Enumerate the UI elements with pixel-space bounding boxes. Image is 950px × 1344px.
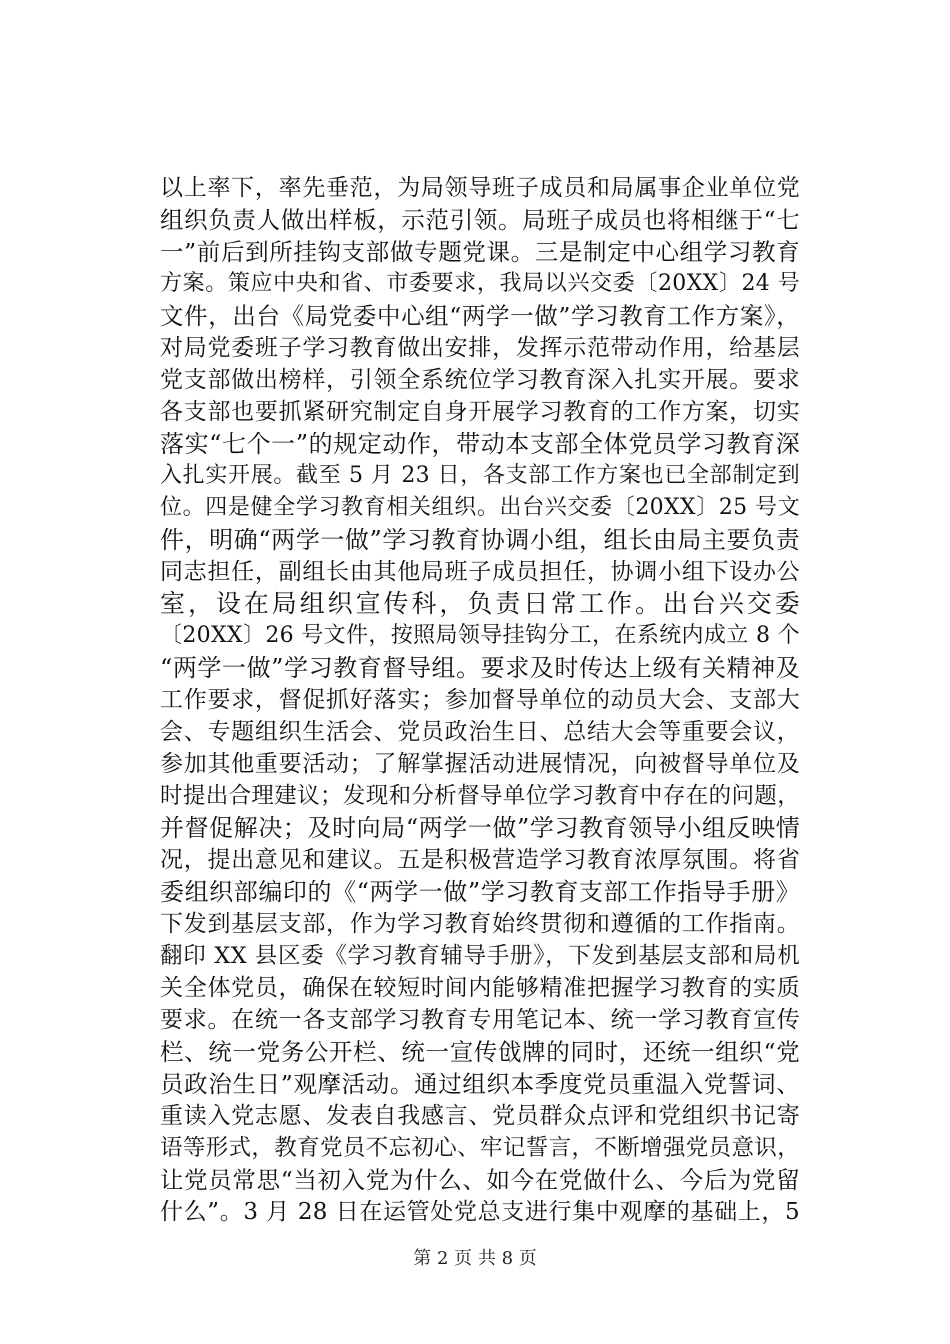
text-line: 位。四是健全学习教育相关组织。出台兴交委〔20XX〕25 号文 bbox=[160, 495, 800, 520]
text-line: 况，提出意见和建议。五是积极营造学习教育浓厚氛围。将省 bbox=[160, 847, 800, 873]
page-footer: 第 2 页 共 8 页 bbox=[413, 1248, 537, 1269]
text-line: 参加其他重要活动；了解掌握活动进展情况，向被督导单位及 bbox=[160, 751, 800, 777]
text-line: 栏、统一党务公开栏、统一宣传戗牌的同时，还统一组织“党 bbox=[160, 1038, 800, 1066]
text-line: 下发到基层支部，作为学习教育始终贯彻和遵循的工作指南。 bbox=[160, 911, 800, 937]
text-line: 落实“七个一”的规定动作，带动本支部全体党员学习教育深 bbox=[160, 430, 800, 458]
text-line: 以上率下，率先垂范，为局领导班子成员和局属事企业单位党 bbox=[160, 175, 800, 201]
text-line: 入扎实开展。截至 5 月 23 日，各支部工作方案也已全部制定到 bbox=[160, 463, 800, 488]
text-line: 工作要求，督促抓好落实；参加督导单位的动员大会、支部大 bbox=[160, 687, 800, 713]
text-line: “两学一做”学习教育督导组。要求及时传达上级有关精神及 bbox=[160, 654, 800, 682]
text-line: 翻印 XX 县区委《学习教育辅导手册》，下发到基层支部和局机 bbox=[160, 943, 800, 969]
text-line: 〔20XX〕26 号文件，按照局领导挂钩分工，在系统内成立 8 个 bbox=[160, 623, 800, 648]
text-line: 方案。策应中央和省、市委要求，我局以兴交委〔20XX〕24 号 bbox=[160, 271, 800, 296]
text-line: 员政治生日”观摩活动。通过组织本季度党员重温入党誓词、 bbox=[160, 1070, 800, 1098]
text-line: 关全体党员，确保在较短时间内能够精准把握学习教育的实质 bbox=[160, 975, 800, 1001]
text-line: 重读入党志愿、发表自我感言、党员群众点评和党组织书记寄 bbox=[160, 1103, 800, 1129]
text-line: 室，设在局组织宣传科，负责日常工作。出台兴交委 bbox=[160, 589, 800, 618]
text-line: 党支部做出榜样，引领全系统位学习教育深入扎实开展。要求 bbox=[160, 367, 800, 393]
text-line: 时提出合理建议；发现和分析督导单位学习教育中存在的问题， bbox=[160, 783, 800, 809]
text-line: 什么”。3 月 28 日在运管处党总支进行集中观摩的基础上，5 bbox=[160, 1199, 800, 1225]
text-line: 要求。在统一各支部学习教育专用笔记本、统一学习教育宣传 bbox=[160, 1007, 800, 1033]
text-line: 文件，出台《局党委中心组“两学一做”学习教育工作方案》， bbox=[160, 302, 800, 330]
text-line: 语等形式，教育党员不忘初心、牢记誓言，不断增强党员意识， bbox=[160, 1135, 800, 1161]
text-line: 件，明确“两学一做”学习教育协调小组，组长由局主要负责 bbox=[160, 526, 800, 554]
body-text bbox=[160, 172, 800, 1228]
text-line: 同志担任，副组长由其他局班子成员担任，协调小组下设办公 bbox=[160, 559, 800, 585]
text-line: 一”前后到所挂钩支部做专题党课。三是制定中心组学习教育 bbox=[160, 238, 800, 266]
text-line: 让党员常思“当初入党为什么、如今在党做什么、今后为党留 bbox=[160, 1166, 800, 1194]
text-line: 对局党委班子学习教育做出安排，发挥示范带动作用，给基层 bbox=[160, 335, 800, 361]
text-line: 会、专题组织生活会、党员政治生日、总结大会等重要会议， bbox=[160, 719, 800, 745]
text-line: 各支部也要抓紧研究制定自身开展学习教育的工作方案，切实 bbox=[160, 399, 800, 425]
text-line: 并督促解决；及时向局“两学一做”学习教育领导小组反映情 bbox=[160, 814, 800, 842]
text-line: 委组织部编印的《“两学一做”学习教育支部工作指导手册》 bbox=[160, 878, 800, 906]
text-line: 组织负责人做出样板，示范引领。局班子成员也将相继于“七 bbox=[160, 206, 800, 234]
